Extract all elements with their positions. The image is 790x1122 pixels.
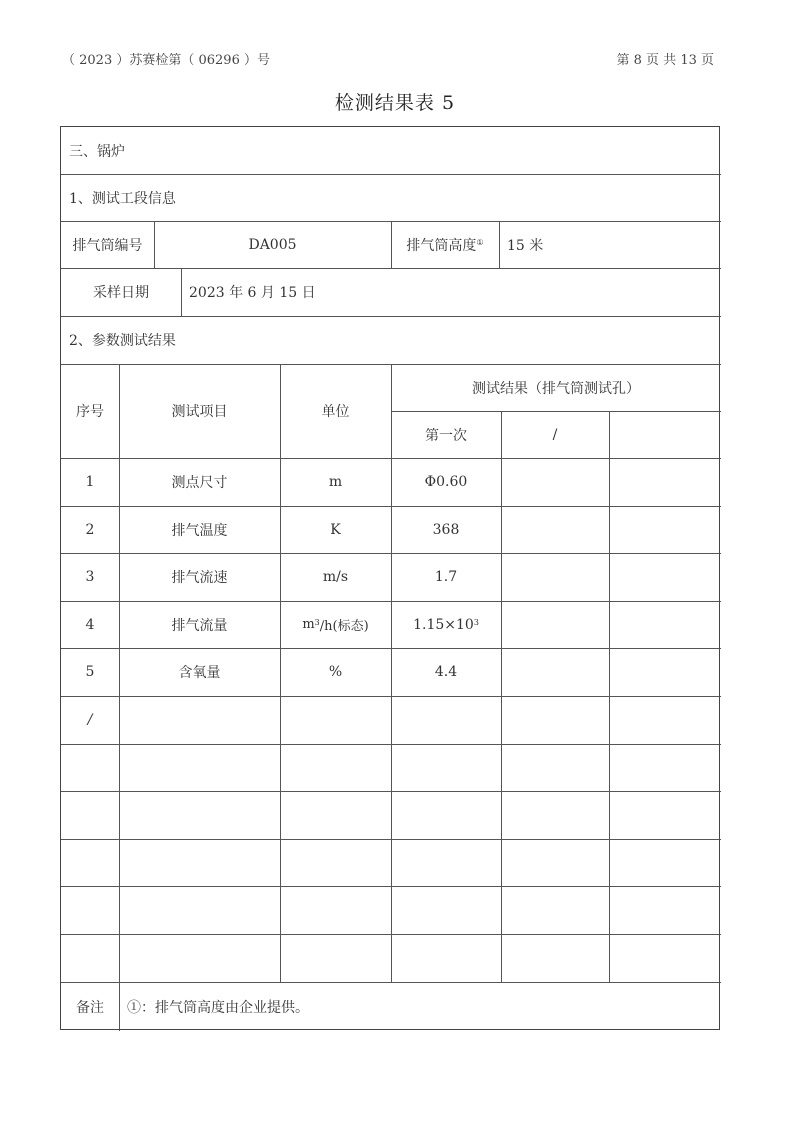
row-5-value: 4.4 <box>434 664 458 680</box>
row-3-seq: 3 <box>85 569 95 585</box>
stack-id-value: DA005 <box>248 236 297 253</box>
col-header-item: 测试项目 <box>171 404 228 420</box>
col-divider <box>609 411 610 982</box>
stack-height-label: 排气筒高度 <box>406 237 477 254</box>
stack-height-label-cell <box>391 221 499 268</box>
section-title: 三、锅炉 <box>69 143 125 160</box>
stack-id-label: 排气筒编号 <box>72 237 143 254</box>
row-4-unit-cell <box>280 601 391 648</box>
row-5-seq: 5 <box>85 664 95 680</box>
row-4-unit: m <box>302 617 315 632</box>
col-header-unit: 单位 <box>321 404 350 420</box>
row-4-unit-suffix: /h(标态) <box>319 619 369 634</box>
row-3-value: 1.7 <box>434 569 458 585</box>
row-3-item: 排气流速 <box>171 570 228 586</box>
sampling-date-label: 采样日期 <box>93 285 149 301</box>
row-1-unit: m <box>328 474 343 490</box>
section1-title: 1、测试工段信息 <box>69 190 176 207</box>
row-2-value: 368 <box>432 521 460 538</box>
row-4-value-cell <box>391 601 501 648</box>
row-4-value-exponent: 3 <box>473 618 479 627</box>
header-page-number: 第 8 页 共 13 页 <box>616 53 714 68</box>
sub-col-first: 第一次 <box>425 427 467 444</box>
row-2-item: 排气温度 <box>171 522 228 539</box>
row-5-unit: % <box>328 664 343 680</box>
col-header-seq: 序号 <box>76 404 104 420</box>
result-table <box>60 126 720 1030</box>
row-3-unit: m/s <box>322 569 349 585</box>
row-4-item: 排气流量 <box>171 617 228 634</box>
col-header-result: 测试结果（排气筒测试孔） <box>472 380 640 397</box>
sampling-date-value: 2023 年 6 月 15 日 <box>189 285 316 301</box>
row-4-unit-exponent: 3 <box>314 618 320 627</box>
row-4-value: 1.15×10 <box>413 616 474 633</box>
page-title: 检测结果表 5 <box>334 92 456 114</box>
row-6-seq: / <box>87 712 93 728</box>
remark-text: ①：排气筒高度由企业提供。 <box>127 999 309 1016</box>
row-4-seq: 4 <box>85 616 95 633</box>
remark-label: 备注 <box>76 999 104 1016</box>
row-5-item: 含氧量 <box>178 665 221 681</box>
section2-title: 2、参数测试结果 <box>69 333 176 349</box>
sub-col-second: / <box>552 426 558 443</box>
row-2-unit: K <box>330 521 341 538</box>
col-divider <box>501 411 502 982</box>
footnote-mark: ① <box>476 238 484 247</box>
stack-height-value: 15 米 <box>507 237 544 254</box>
row-1-seq: 1 <box>85 474 95 490</box>
row-1-value: Φ0.60 <box>424 474 468 490</box>
row-2-seq: 2 <box>85 521 95 538</box>
row-1-item: 测点尺寸 <box>171 475 228 491</box>
header-report-number: （ 2023 ）苏赛检第（ 06296 ）号 <box>62 53 270 68</box>
